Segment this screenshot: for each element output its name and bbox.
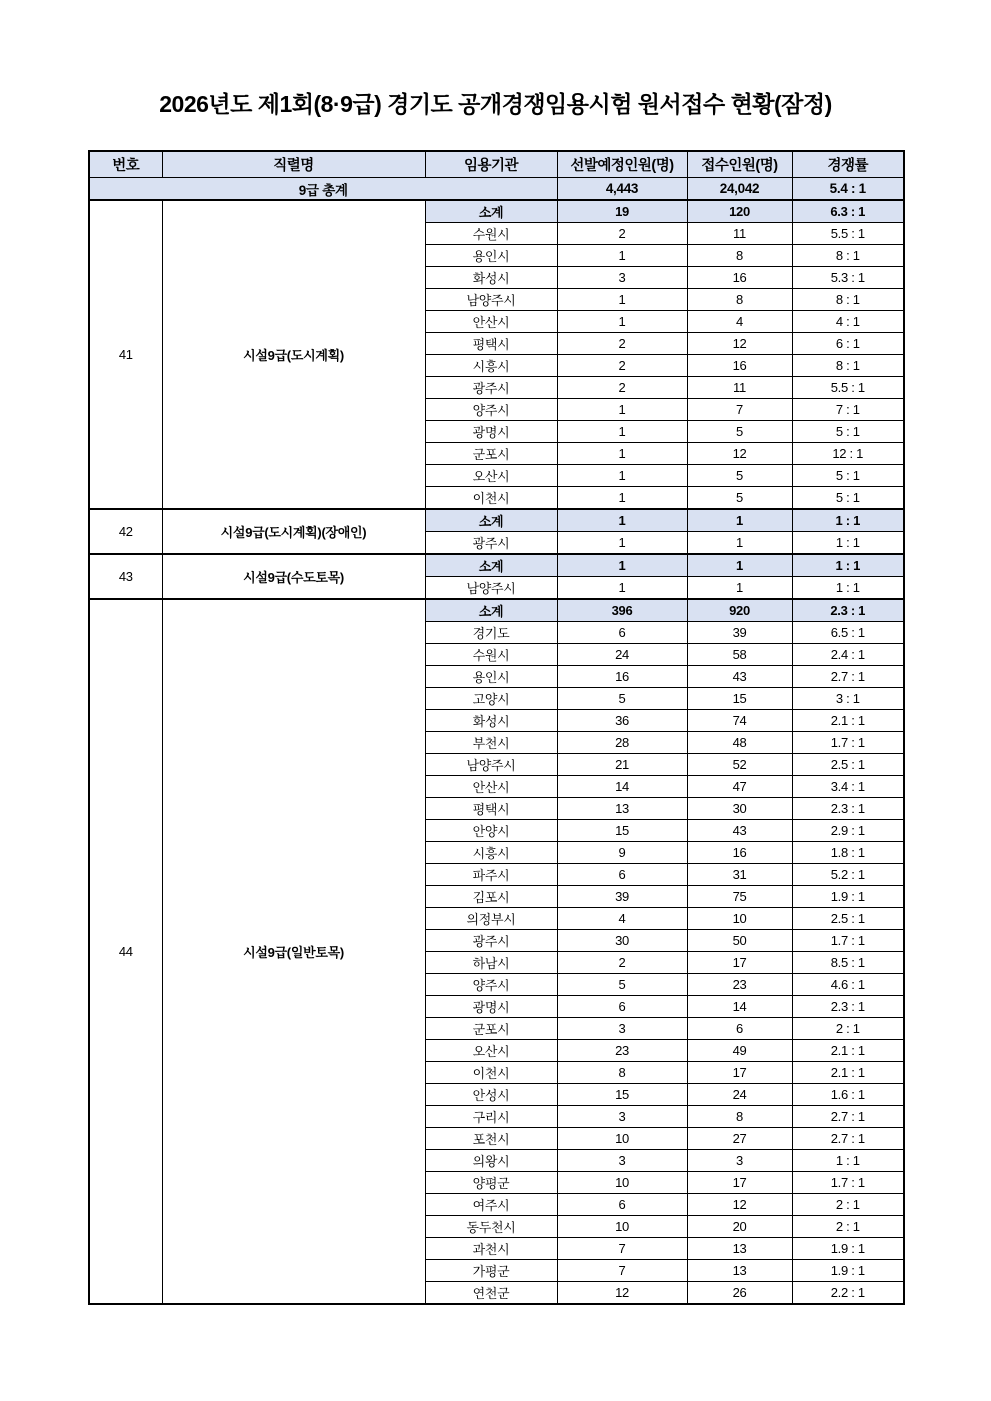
cell-ratio: 2.5 : 1 [792,908,904,930]
subtotal-row [89,554,904,577]
cell-planned: 1 [557,421,687,443]
col-header-applicants: 접수인원(명) [687,151,792,178]
cell-applicants: 74 [687,710,792,732]
cell-agency: 평택시 [425,798,557,820]
cell-planned: 8 [557,1062,687,1084]
cell-agency: 용인시 [425,245,557,267]
cell-applicants: 14 [687,996,792,1018]
grand-total-label: 9급 총계 [89,178,557,201]
cell-planned: 1 [557,577,687,600]
cell-applicants: 5 [687,465,792,487]
header-row [89,151,904,178]
cell-applicants: 4 [687,311,792,333]
cell-applicants: 16 [687,842,792,864]
cell-planned: 21 [557,754,687,776]
cell-planned: 1 [557,289,687,311]
cell-ratio: 6.5 : 1 [792,622,904,644]
cell-agency: 남양주시 [425,289,557,311]
grand-total-applicants: 24,042 [687,178,792,201]
cell-ratio: 2 : 1 [792,1018,904,1040]
subtotal-row [89,509,904,532]
cell-agency: 양평군 [425,1172,557,1194]
cell-planned: 3 [557,1106,687,1128]
cell-agency: 안산시 [425,311,557,333]
cell-applicants: 1 [687,509,792,532]
cell-agency: 소계 [425,200,557,223]
cell-applicants: 52 [687,754,792,776]
cell-planned: 2 [557,223,687,245]
cell-agency: 광명시 [425,996,557,1018]
cell-applicants: 17 [687,1062,792,1084]
cell-planned: 6 [557,996,687,1018]
cell-agency: 양주시 [425,399,557,421]
cell-agency: 용인시 [425,666,557,688]
cell-ratio: 1.7 : 1 [792,1172,904,1194]
cell-applicants: 13 [687,1260,792,1282]
cell-agency: 포천시 [425,1128,557,1150]
series-name: 시설9급(도시계획) [162,200,425,509]
cell-applicants: 7 [687,399,792,421]
cell-ratio: 3 : 1 [792,688,904,710]
col-header-ratio: 경쟁률 [792,151,904,178]
cell-planned: 1 [557,509,687,532]
cell-applicants: 39 [687,622,792,644]
cell-applicants: 47 [687,776,792,798]
section-number: 44 [89,599,162,1304]
cell-agency: 광주시 [425,377,557,399]
cell-applicants: 48 [687,732,792,754]
cell-planned: 1 [557,554,687,577]
cell-planned: 15 [557,1084,687,1106]
cell-applicants: 12 [687,443,792,465]
cell-planned: 16 [557,666,687,688]
cell-ratio: 1.7 : 1 [792,930,904,952]
cell-planned: 4 [557,908,687,930]
cell-agency: 소계 [425,554,557,577]
cell-applicants: 58 [687,644,792,666]
cell-applicants: 120 [687,200,792,223]
cell-ratio: 1 : 1 [792,532,904,555]
page-title: 2026년도 제1회(8·9급) 경기도 공개경쟁임용시험 원서접수 현황(잠정) [159,91,832,117]
grand-total-ratio: 5.4 : 1 [792,178,904,201]
cell-applicants: 20 [687,1216,792,1238]
cell-applicants: 1 [687,532,792,555]
cell-planned: 3 [557,267,687,289]
subtotal-row [89,599,904,622]
cell-ratio: 2.7 : 1 [792,666,904,688]
cell-agency: 평택시 [425,333,557,355]
cell-agency: 시흥시 [425,842,557,864]
cell-ratio: 8 : 1 [792,289,904,311]
cell-planned: 24 [557,644,687,666]
cell-ratio: 7 : 1 [792,399,904,421]
cell-agency: 화성시 [425,710,557,732]
cell-agency: 양주시 [425,974,557,996]
cell-ratio: 1.6 : 1 [792,1084,904,1106]
cell-agency: 오산시 [425,1040,557,1062]
cell-agency: 안산시 [425,776,557,798]
cell-planned: 2 [557,333,687,355]
cell-ratio: 2.4 : 1 [792,644,904,666]
cell-ratio: 2 : 1 [792,1194,904,1216]
cell-planned: 3 [557,1150,687,1172]
cell-applicants: 31 [687,864,792,886]
cell-ratio: 2.1 : 1 [792,710,904,732]
cell-applicants: 15 [687,688,792,710]
cell-applicants: 49 [687,1040,792,1062]
cell-ratio: 5.5 : 1 [792,377,904,399]
cell-ratio: 1.7 : 1 [792,732,904,754]
cell-agency: 의정부시 [425,908,557,930]
recruitment-status-table [88,150,905,1305]
cell-agency: 여주시 [425,1194,557,1216]
cell-applicants: 11 [687,377,792,399]
cell-applicants: 10 [687,908,792,930]
cell-agency: 남양주시 [425,754,557,776]
cell-planned: 9 [557,842,687,864]
cell-planned: 1 [557,487,687,510]
cell-ratio: 2.5 : 1 [792,754,904,776]
cell-agency: 안양시 [425,820,557,842]
cell-agency: 수원시 [425,223,557,245]
cell-applicants: 8 [687,245,792,267]
cell-planned: 1 [557,443,687,465]
cell-planned: 13 [557,798,687,820]
cell-ratio: 12 : 1 [792,443,904,465]
cell-planned: 10 [557,1128,687,1150]
cell-ratio: 5.3 : 1 [792,267,904,289]
cell-planned: 5 [557,688,687,710]
cell-planned: 10 [557,1216,687,1238]
cell-agency: 김포시 [425,886,557,908]
cell-ratio: 5 : 1 [792,421,904,443]
cell-ratio: 2.9 : 1 [792,820,904,842]
cell-agency: 하남시 [425,952,557,974]
cell-ratio: 1.9 : 1 [792,886,904,908]
cell-agency: 군포시 [425,1018,557,1040]
cell-ratio: 1 : 1 [792,509,904,532]
cell-planned: 7 [557,1260,687,1282]
cell-agency: 안성시 [425,1084,557,1106]
cell-agency: 경기도 [425,622,557,644]
cell-ratio: 1.9 : 1 [792,1238,904,1260]
cell-applicants: 11 [687,223,792,245]
subtotal-row [89,200,904,223]
cell-planned: 3 [557,1018,687,1040]
cell-applicants: 23 [687,974,792,996]
cell-applicants: 16 [687,355,792,377]
cell-applicants: 3 [687,1150,792,1172]
series-name: 시설9급(일반토목) [162,599,425,1304]
cell-planned: 28 [557,732,687,754]
cell-agency: 동두천시 [425,1216,557,1238]
cell-agency: 부천시 [425,732,557,754]
cell-agency: 소계 [425,599,557,622]
cell-agency: 이천시 [425,487,557,510]
cell-agency: 파주시 [425,864,557,886]
cell-applicants: 8 [687,289,792,311]
cell-applicants: 43 [687,820,792,842]
cell-planned: 2 [557,377,687,399]
cell-agency: 광주시 [425,930,557,952]
cell-ratio: 2 : 1 [792,1216,904,1238]
cell-agency: 의왕시 [425,1150,557,1172]
cell-applicants: 50 [687,930,792,952]
cell-ratio: 1 : 1 [792,577,904,600]
cell-ratio: 2.7 : 1 [792,1106,904,1128]
cell-applicants: 17 [687,1172,792,1194]
cell-applicants: 30 [687,798,792,820]
cell-applicants: 5 [687,421,792,443]
cell-ratio: 5 : 1 [792,487,904,510]
cell-planned: 1 [557,311,687,333]
section-number: 42 [89,509,162,554]
section-number: 41 [89,200,162,509]
cell-planned: 19 [557,200,687,223]
cell-ratio: 2.3 : 1 [792,798,904,820]
series-name: 시설9급(수도토목) [162,554,425,599]
cell-ratio: 8.5 : 1 [792,952,904,974]
cell-agency: 오산시 [425,465,557,487]
col-header-planned: 선발예정인원(명) [557,151,687,178]
cell-ratio: 3.4 : 1 [792,776,904,798]
cell-applicants: 1 [687,554,792,577]
cell-ratio: 2.1 : 1 [792,1040,904,1062]
cell-ratio: 6 : 1 [792,333,904,355]
grand-total-row [89,178,904,201]
cell-planned: 1 [557,245,687,267]
cell-ratio: 5.2 : 1 [792,864,904,886]
cell-ratio: 8 : 1 [792,245,904,267]
cell-agency: 시흥시 [425,355,557,377]
cell-agency: 가평군 [425,1260,557,1282]
cell-planned: 30 [557,930,687,952]
cell-planned: 23 [557,1040,687,1062]
cell-ratio: 8 : 1 [792,355,904,377]
cell-ratio: 1.8 : 1 [792,842,904,864]
cell-planned: 36 [557,710,687,732]
cell-planned: 39 [557,886,687,908]
section-number: 43 [89,554,162,599]
cell-planned: 14 [557,776,687,798]
cell-ratio: 1 : 1 [792,554,904,577]
cell-ratio: 2.3 : 1 [792,599,904,622]
cell-ratio: 2.3 : 1 [792,996,904,1018]
table-body [89,178,904,1305]
col-header-number: 번호 [89,151,162,178]
cell-agency: 수원시 [425,644,557,666]
cell-applicants: 43 [687,666,792,688]
cell-planned: 12 [557,1282,687,1305]
cell-planned: 5 [557,974,687,996]
cell-planned: 396 [557,599,687,622]
cell-agency: 군포시 [425,443,557,465]
cell-applicants: 75 [687,886,792,908]
cell-planned: 6 [557,864,687,886]
cell-planned: 6 [557,1194,687,1216]
cell-planned: 1 [557,465,687,487]
cell-agency: 광주시 [425,532,557,555]
cell-planned: 1 [557,532,687,555]
cell-applicants: 12 [687,1194,792,1216]
cell-planned: 10 [557,1172,687,1194]
cell-ratio: 2.2 : 1 [792,1282,904,1305]
cell-ratio: 2.7 : 1 [792,1128,904,1150]
cell-agency: 연천군 [425,1282,557,1305]
cell-agency: 이천시 [425,1062,557,1084]
col-header-agency: 임용기관 [425,151,557,178]
cell-ratio: 6.3 : 1 [792,200,904,223]
cell-applicants: 12 [687,333,792,355]
cell-agency: 과천시 [425,1238,557,1260]
cell-planned: 7 [557,1238,687,1260]
cell-applicants: 16 [687,267,792,289]
cell-applicants: 27 [687,1128,792,1150]
cell-ratio: 1 : 1 [792,1150,904,1172]
grand-total-planned: 4,443 [557,178,687,201]
cell-ratio: 4 : 1 [792,311,904,333]
cell-agency: 소계 [425,509,557,532]
cell-applicants: 24 [687,1084,792,1106]
cell-planned: 15 [557,820,687,842]
cell-ratio: 5.5 : 1 [792,223,904,245]
cell-applicants: 6 [687,1018,792,1040]
cell-ratio: 5 : 1 [792,465,904,487]
cell-applicants: 5 [687,487,792,510]
cell-applicants: 17 [687,952,792,974]
cell-agency: 화성시 [425,267,557,289]
cell-agency: 남양주시 [425,577,557,600]
cell-ratio: 1.9 : 1 [792,1260,904,1282]
cell-agency: 구리시 [425,1106,557,1128]
cell-agency: 광명시 [425,421,557,443]
cell-ratio: 2.1 : 1 [792,1062,904,1084]
cell-applicants: 26 [687,1282,792,1305]
cell-applicants: 13 [687,1238,792,1260]
cell-planned: 2 [557,355,687,377]
cell-agency: 고양시 [425,688,557,710]
cell-planned: 6 [557,622,687,644]
cell-planned: 1 [557,399,687,421]
cell-applicants: 920 [687,599,792,622]
cell-planned: 2 [557,952,687,974]
series-name: 시설9급(도시계획)(장애인) [162,509,425,554]
cell-applicants: 1 [687,577,792,600]
table-header [89,151,904,178]
cell-applicants: 8 [687,1106,792,1128]
cell-ratio: 4.6 : 1 [792,974,904,996]
col-header-series: 직렬명 [162,151,425,178]
